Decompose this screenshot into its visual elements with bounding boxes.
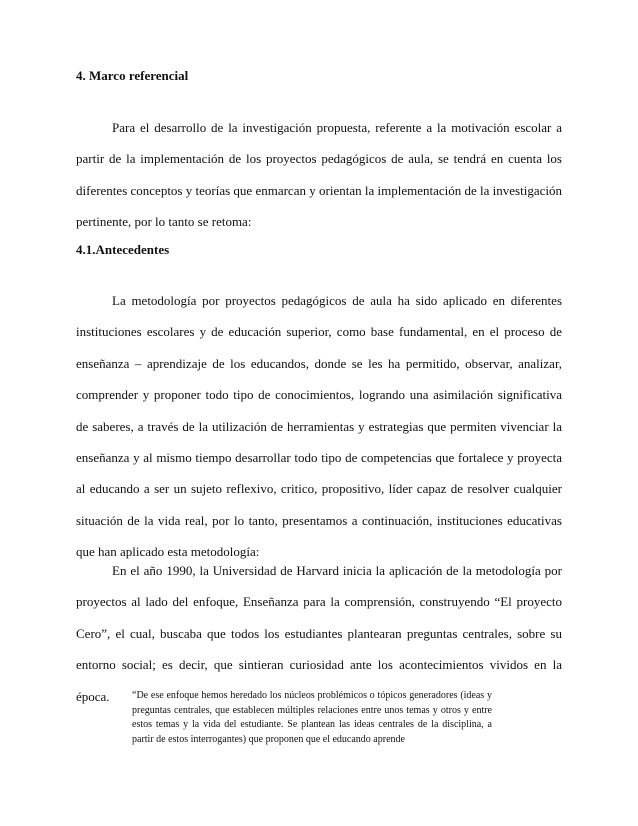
harvard-paragraph: En el año 1990, la Universidad de Harvard inicia la aplicación de la metodología por proyectos al lado del enfoque, Enseñanza para la comprensión, construyendo “El proyecto Cero”, el cual, buscaba que todos los estudiantes plantearan preguntas centrales, sobre su entorno social; es decir, que sintieran curiosidad ante los acontecimientos vividos en la época. [76, 563, 562, 704]
intro-paragraph: Para el desarrollo de la investigación propuesta, referente a la motivación escolar a partir de la implementación de los proyectos pedagógicos de aula, se tendrá en cuenta los diferentes conceptos y teorías que enmarcan y orientan la implementación de la investigación pertinente, por lo tanto se retoma: [76, 120, 562, 230]
block-quote: “De ese enfoque hemos heredado los núcleos problémicos o tópicos generadores (ideas y preguntas centrales, que establecen múltiples relaciones entre unos temas y otros y entre estos temas y la vida del estudiante. Se plantean las ideas centrales de la disciplina, a partir de estos interrogantes) que proponen que el educando aprende [132, 690, 492, 745]
antecedentes-paragraph: La metodología por proyectos pedagógicos de aula ha sido aplicado en diferentes instituciones escolares y de educación superior, como base fundamental, en el proceso de enseñanza – aprendizaje de los educandos, donde se les ha permitido, observar, analizar, comprender y proponer todo tipo de conocimientos, logrando una asimilación significativa de saberes, a través de la utilización de herramientas y estrategias que permiten vivenciar la enseñanza y al mismo tiempo desarrollar todo tipo de competencias que fortalece y proyecta al educando a ser un sujeto reflexivo, critico, propositivo, líder capaz de resolver cualquier situación de la vida real, por lo tanto, presentamos a continuación, instituciones educativas que han aplicado esta metodología: [76, 293, 562, 560]
subsection-heading: 4.1.Antecedentes [76, 242, 170, 257]
section-heading: 4. Marco referencial [76, 68, 189, 83]
